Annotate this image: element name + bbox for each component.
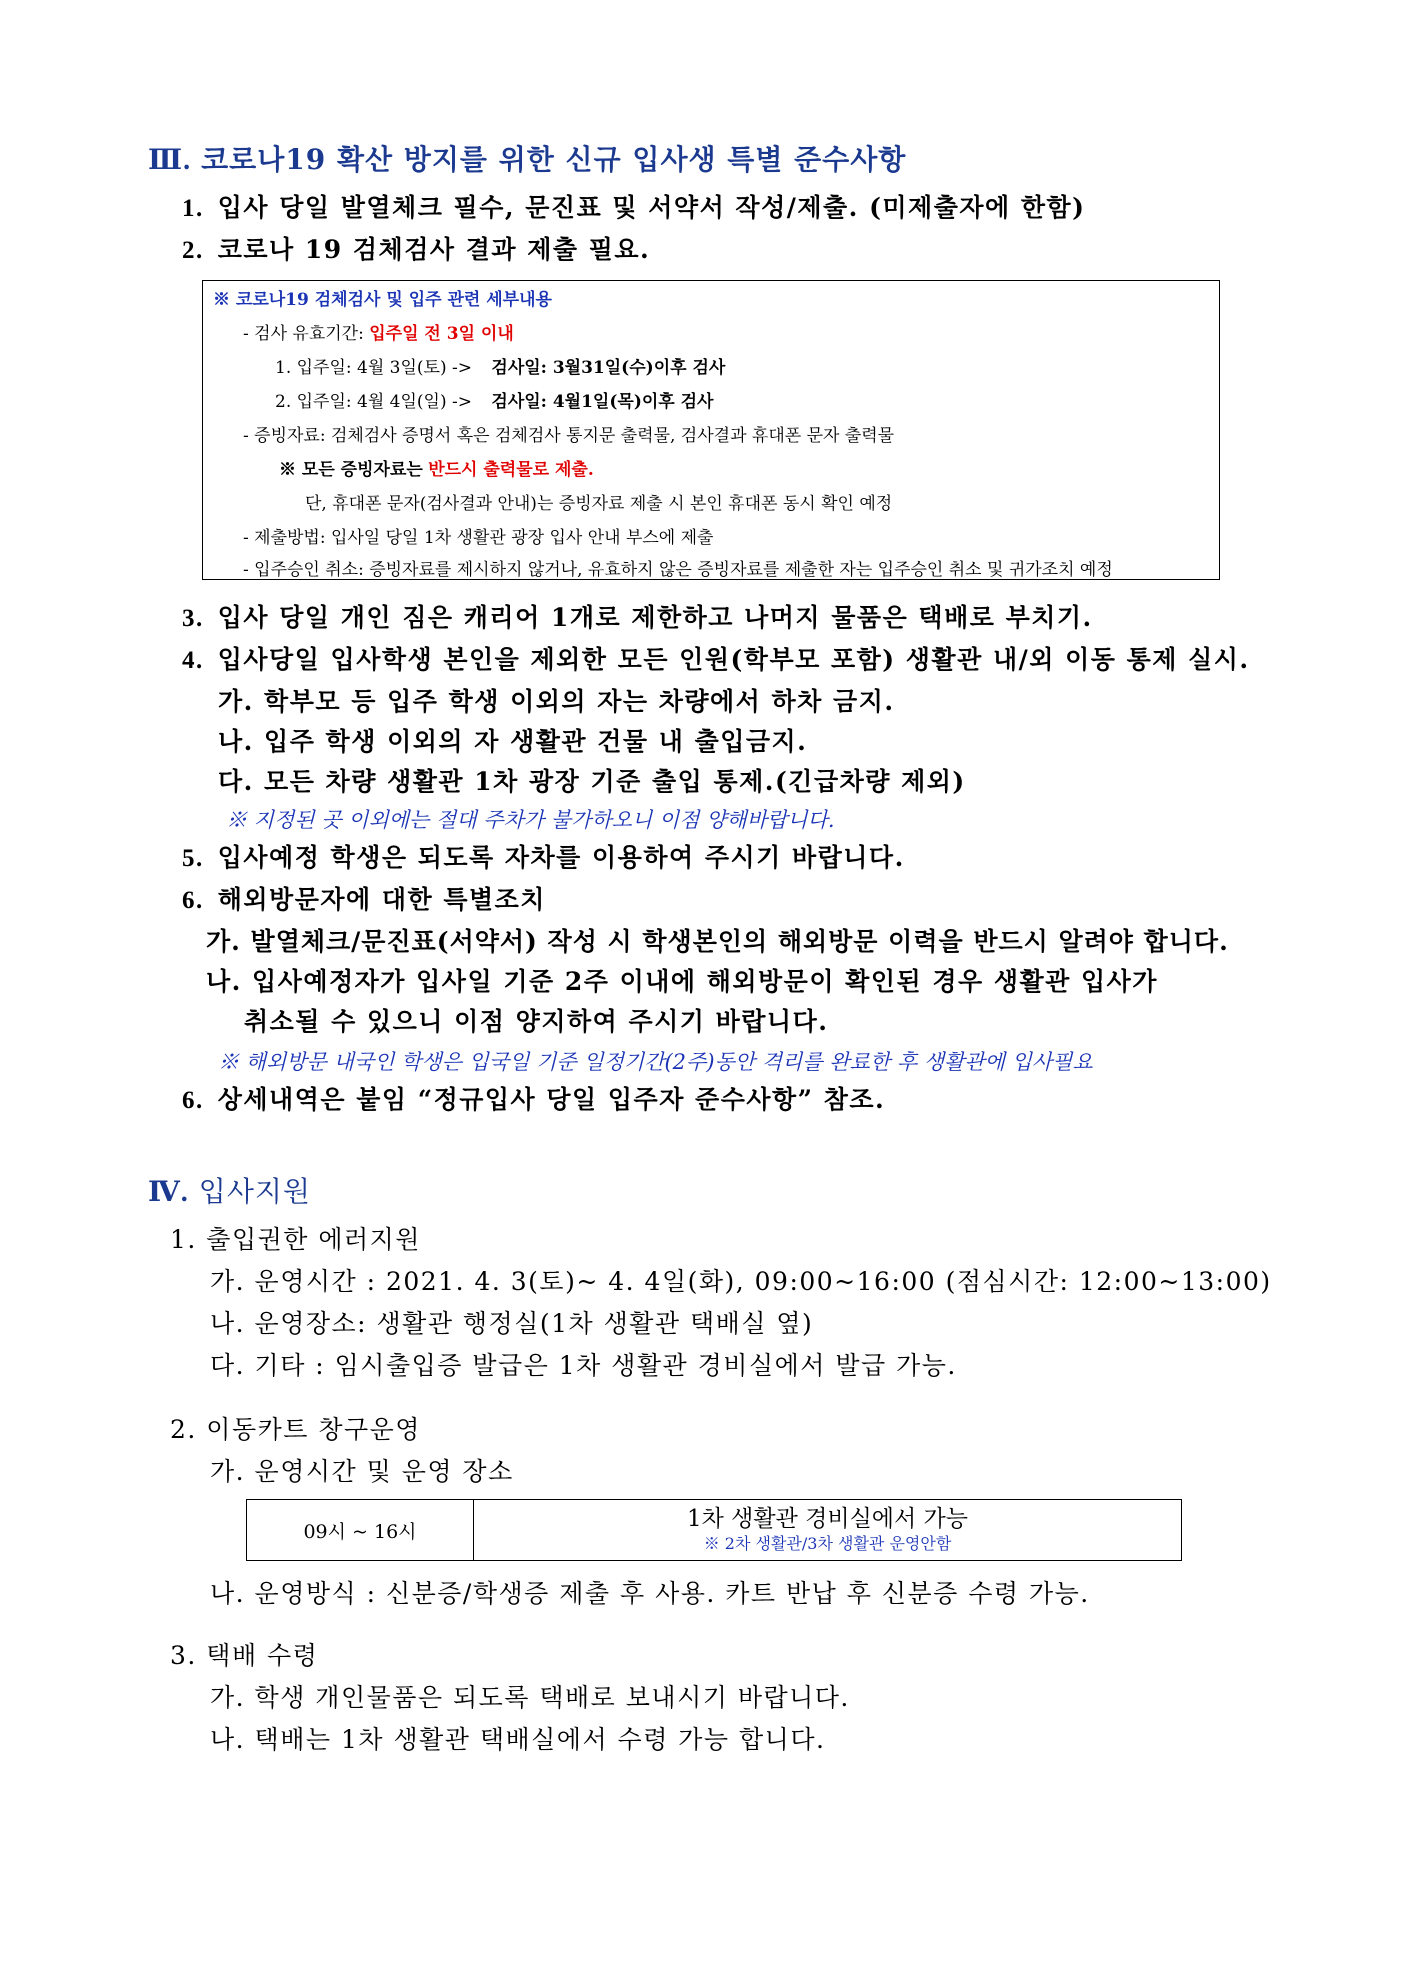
support-3-line-b: 나. 택배는 1차 생활관 택배실에서 수령 가능 합니다. (210, 1725, 826, 1754)
box-evidence-note (279, 455, 594, 480)
table-row (247, 1500, 1182, 1561)
row-1-value: 검사일: 3월31일(수)이후 검사 (491, 358, 726, 378)
item-6-note: ※ 해외방문 내국인 학생은 입국일 기준 일정기간(2주)동안 격리를 완료한 후 생활관에 입사필요 (218, 1050, 1093, 1074)
validity-label: - 검사 유효기간: (243, 324, 364, 344)
item-6-sub-b: 나. 입사예정자가 입사일 기준 2주 이내에 해외방문이 확인된 경우 생활관 입사가 (206, 967, 1158, 996)
item-5 (182, 838, 905, 874)
covid-test-detail-box (202, 280, 1220, 580)
item-6-number: 6. (182, 887, 204, 914)
section-3-heading (148, 138, 906, 178)
box-validity (243, 319, 514, 344)
support-3-heading: 3. 택배 수령 (170, 1641, 319, 1670)
item-4-note: ※ 지정된 곳 이외에는 절대 주차가 불가하오니 이점 양해바랍니다. (226, 808, 835, 832)
item-6-sub-b-cont: 취소될 수 있으니 이점 양지하여 주시기 바랍니다. (244, 1007, 829, 1036)
box-row-1 (275, 353, 725, 378)
section-4-heading (148, 1170, 311, 1210)
item-4-text: 입사당일 입사학생 본인을 제외한 모든 인원(학부모 포함) 생활관 내/외 이동 통제 실시. (217, 645, 1250, 674)
box-method: - 제출방법: 입사일 당일 1차 생활관 광장 입사 안내 부스에 제출 (243, 528, 714, 548)
box-title: ※ 코로나19 검체검사 및 입주 관련 세부내용 (213, 290, 552, 310)
support-2-line-b: 나. 운영방식 : 신분증/학생증 제출 후 사용. 카트 반납 후 신분증 수령 가능. (210, 1579, 1090, 1608)
cart-place-cell (474, 1500, 1182, 1561)
item-4-sub-a: 가. 학부모 등 입주 학생 이외의 자는 차량에서 하차 금지. (218, 687, 895, 716)
support-1-line-c: 다. 기타 : 임시출입증 발급은 1차 생활관 경비실에서 발급 가능. (210, 1351, 957, 1380)
item-2-number: 2. (182, 237, 204, 264)
cart-time-cell: 09시 ~ 16시 (247, 1500, 474, 1561)
validity-value: 입주일 전 3일 이내 (369, 324, 514, 344)
support-2-heading: 2. 이동카트 창구운영 (170, 1415, 421, 1444)
cart-place: 1차 생활관 경비실에서 가능 (687, 1506, 968, 1532)
row-2-value: 검사일: 4월1일(목)이후 검사 (491, 392, 714, 412)
support-3-line-a: 가. 학생 개인물품은 되도록 택배로 보내시기 바랍니다. (210, 1683, 850, 1712)
item-7-text: 상세내역은 붙임 “정규입사 당일 입주자 준수사항” 참조. (217, 1085, 886, 1114)
item-7-number: 6. (182, 1087, 204, 1114)
item-1-text: 입사 당일 발열체크 필수, 문진표 및 서약서 작성/제출. (미제출자에 한함) (217, 193, 1086, 222)
item-2-text: 코로나 19 검체검사 결과 제출 필요. (217, 235, 651, 264)
item-4-sub-c: 다. 모든 차량 생활관 1차 광장 기준 출입 통제.(긴급차량 제외) (218, 767, 966, 796)
support-2-line-a: 가. 운영시간 및 운영 장소 (210, 1457, 514, 1486)
box-evidence: - 증빙자료: 검체검사 증명서 혹은 검체검사 통지문 출력물, 검사결과 휴대폰 문자 출력물 (243, 426, 895, 446)
item-5-number: 5. (182, 845, 204, 872)
cart-place-note: ※ 2차 생활관/3차 생활관 운영안함 (703, 1534, 952, 1553)
item-5-text: 입사예정 학생은 되도록 자차를 이용하여 주시기 바랍니다. (217, 843, 905, 872)
support-1-line-a: 가. 운영시간 : 2021. 4. 3(토)~ 4. 4일(화), 09:00~16:00 (점심시간: 12:00~13:00) (210, 1267, 1272, 1296)
item-2 (182, 230, 650, 266)
evidence-note-prefix: ※ 모든 증빙자료는 (279, 460, 423, 480)
section-4-title: 입사지원 (198, 1175, 311, 1208)
row-2-label: 2. 입주일: 4월 4일(일) -> (275, 392, 472, 412)
support-1-line-b: 나. 운영장소: 생활관 행정실(1차 생활관 택배실 옆) (210, 1309, 814, 1338)
item-1-number: 1. (182, 195, 204, 222)
cart-schedule-table (246, 1499, 1182, 1561)
item-4 (182, 640, 1250, 676)
item-4-sub-b: 나. 입주 학생 이외의 자 생활관 건물 내 출입금지. (218, 727, 808, 756)
item-3-number: 3. (182, 605, 204, 632)
section-3-number: Ⅲ. (148, 145, 192, 176)
section-3-title: 코로나19 확산 방지를 위한 신규 입사생 특별 준수사항 (201, 143, 907, 176)
item-7 (182, 1080, 885, 1116)
item-1 (182, 188, 1085, 224)
evidence-note-red: 반드시 출력물로 제출. (428, 460, 594, 480)
item-6-sub-a: 가. 발열체크/문진표(서약서) 작성 시 학생본인의 해외방문 이력을 반드시 알려야 합니다. (206, 927, 1229, 956)
item-6-text: 해외방문자에 대한 특별조치 (217, 885, 546, 914)
item-4-number: 4. (182, 647, 204, 674)
box-row-2 (275, 387, 713, 412)
box-evidence-note-2: 단, 휴대폰 문자(검사결과 안내)는 증빙자료 제출 시 본인 휴대폰 동시 확인 예정 (305, 494, 893, 514)
section-4-number: Ⅳ. (148, 1177, 189, 1208)
item-3 (182, 598, 1093, 634)
support-1-heading: 1. 출입권한 에러지원 (170, 1225, 421, 1254)
item-3-text: 입사 당일 개인 짐은 캐리어 1개로 제한하고 나머지 물품은 택배로 부치기. (217, 603, 1093, 632)
box-cancel: - 입주승인 취소: 증빙자료를 제시하지 않거나, 유효하지 않은 증빙자료를 제출한 자는 입주승인 취소 및 귀가조치 예정 (243, 560, 1113, 580)
row-1-label: 1. 입주일: 4월 3일(토) -> (275, 358, 472, 378)
item-6 (182, 880, 546, 916)
